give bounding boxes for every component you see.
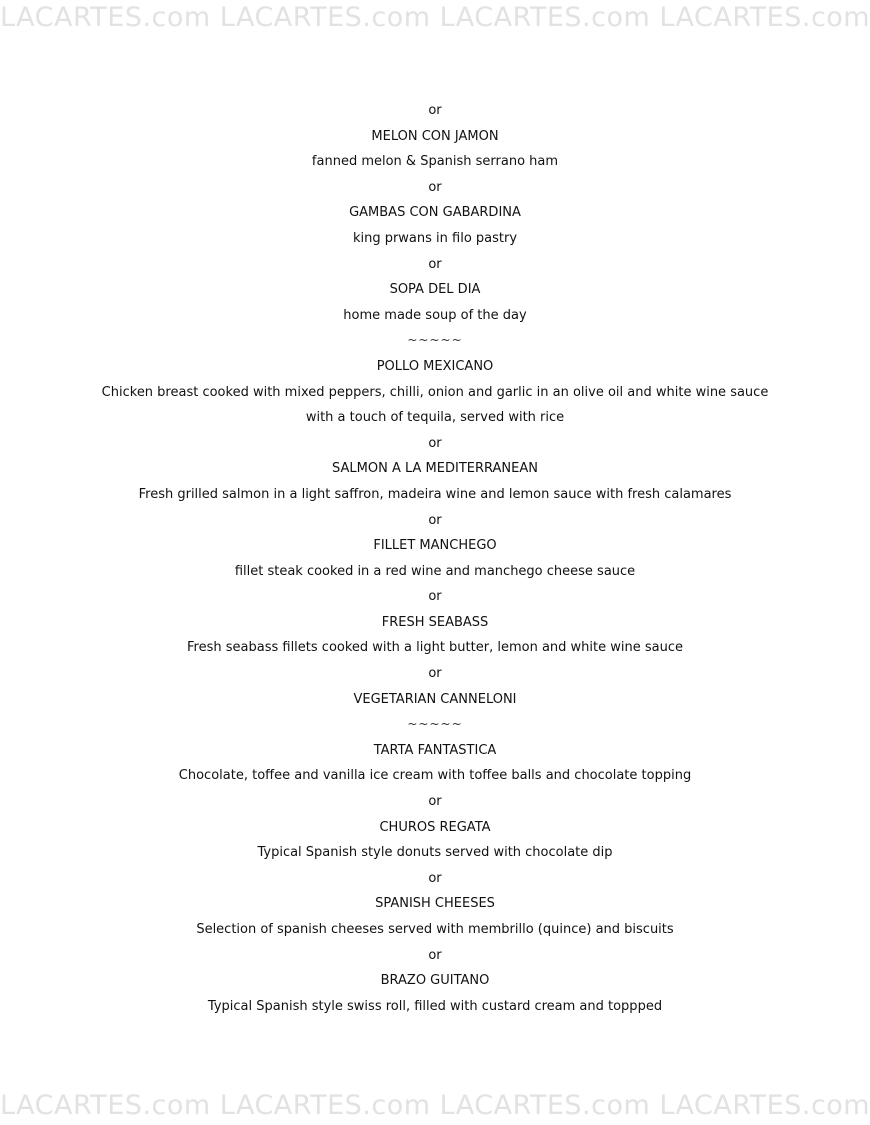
dish-title: MELON CON JAMON — [371, 128, 499, 144]
watermark-top: LACARTES.com LACARTES.com LACARTES.com LACARTES.com — [0, 2, 870, 33]
course-divider: ~~~~~ — [407, 717, 463, 732]
dish-title: SPANISH CHEESES — [375, 896, 495, 912]
separator-or: or — [428, 256, 442, 272]
dish-title: FRESH SEABASS — [381, 614, 489, 630]
dish-title: BRAZO GUITANO — [380, 973, 490, 989]
dish-description: Fresh seabass fillets cooked with a light butter, lemon and white wine sauce — [187, 640, 683, 656]
watermark-bottom: LACARTES.com LACARTES.com LACARTES.com LACARTES.com — [0, 1090, 870, 1121]
dish-description: fillet steak cooked in a red wine and manchego cheese sauce — [234, 563, 636, 579]
separator-or: or — [428, 947, 442, 963]
separator-or: or — [428, 103, 442, 118]
dish-description: fanned melon & Spanish serrano ham — [311, 154, 559, 170]
dish-title: POLLO MEXICANO — [376, 358, 494, 374]
dish-description: with a touch of tequila, served with rice — [305, 410, 565, 426]
separator-or: or — [428, 179, 442, 195]
dish-description: Selection of spanish cheeses served with membrillo (quince) and biscuits — [196, 922, 674, 937]
dish-description: Fresh grilled salmon in a light saffron, madeira wine and lemon sauce with fresh calamares — [138, 486, 732, 502]
dish-title: TARTA FANTASTICA — [373, 742, 497, 758]
dish-description: Typical Spanish style donuts served with chocolate dip — [257, 845, 613, 861]
dish-description: Chocolate, toffee and vanilla ice cream with toffee balls and chocolate topping — [178, 768, 692, 784]
dish-title: SALMON A LA MEDITERRANEAN — [332, 461, 538, 477]
dish-description: Typical Spanish style swiss roll, filled with custard cream and toppped — [207, 998, 663, 1014]
dish-description: king prwans in filo pastry — [352, 230, 518, 246]
separator-or: or — [428, 589, 442, 605]
separator-or: or — [428, 666, 442, 682]
dish-description: home made soup of the day — [343, 307, 527, 323]
dish-title: SOPA DEL DIA — [389, 282, 481, 298]
course-divider: ~~~~~ — [407, 333, 463, 348]
separator-or: or — [428, 794, 442, 810]
menu-body — [0, 98, 870, 1019]
separator-or: or — [428, 870, 442, 886]
dish-title: GAMBAS CON GABARDINA — [349, 205, 521, 221]
dish-title: VEGETARIAN CANNELONI — [353, 691, 517, 707]
dish-title: FILLET MANCHEGO — [373, 538, 497, 554]
dish-title: CHUROS REGATA — [379, 819, 491, 835]
dish-description: Chicken breast cooked with mixed peppers, chilli, onion and garlic in an olive oil and white wine sauce — [101, 384, 769, 400]
separator-or: or — [428, 512, 442, 528]
separator-or: or — [428, 435, 442, 451]
